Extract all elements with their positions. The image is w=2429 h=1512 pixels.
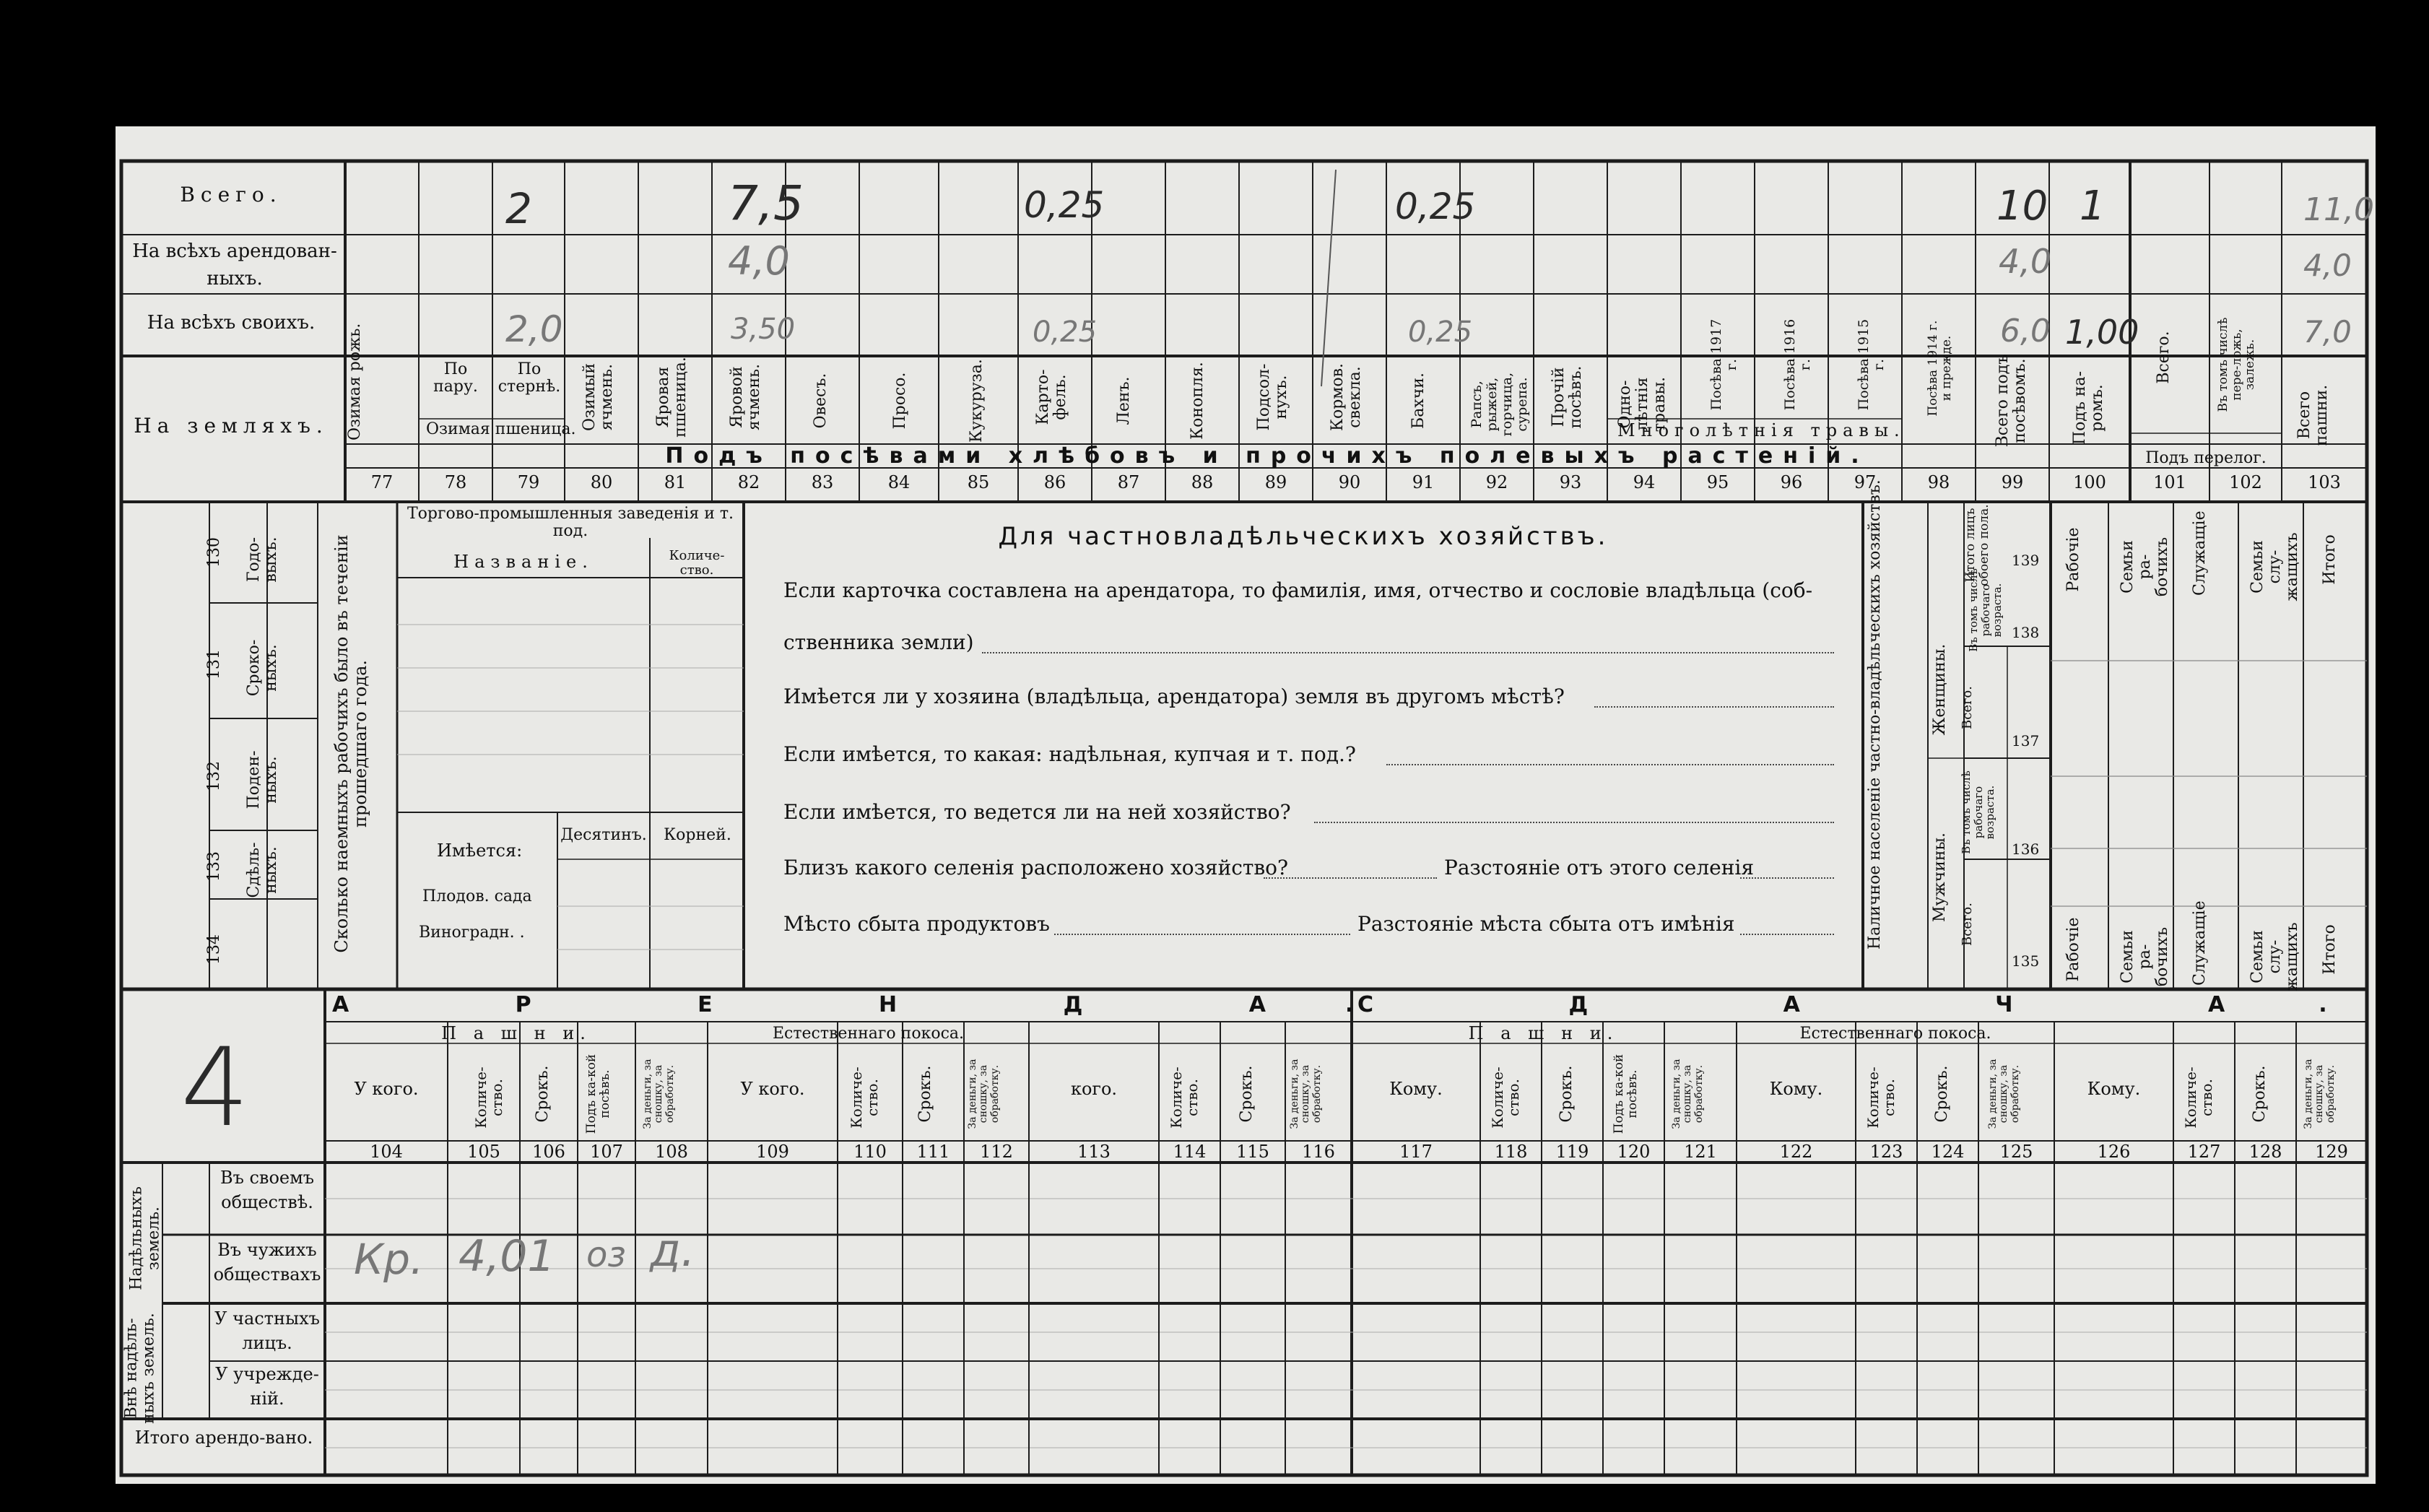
col-header-82: Яровой ячмень. [728,363,764,431]
hw-value: 7,5 [728,175,804,231]
pop-num: 138 [2012,624,2040,641]
col-header-94: Одно-лѣтнiя травы. [1616,376,1669,433]
col-number: 88 [1191,472,1214,492]
col-number: 84 [887,472,911,492]
pop-semi-rab-2: Семьи ра-бочихъ [2119,926,2172,987]
answer-line[interactable] [982,652,1834,653]
private-q4: Если имѣется, то ведется ли на ней хозяйство? [783,800,1291,824]
sdacha-kolvo: Количе-ство. [1489,1066,1522,1129]
private-q6a: Мѣсто сбыта продуктовъ [783,912,1050,936]
pop-rabochie: Рабочiе [2064,527,2082,592]
workers-num: 132 [205,761,223,791]
private-q1b: ственника земли) [783,630,974,654]
lease-pod-posev: Подъ ка-кой посѣвъ. [584,1053,612,1134]
sdacha-kolvo-2: Количе-ство. [1864,1066,1898,1129]
col-header-99: Всего подъ посѣвомъ. [1994,354,2030,448]
hw-value: 0,25 [1033,316,1098,349]
korney-header: Корней. [664,826,731,844]
answer-line[interactable] [1386,764,1834,765]
col-group-pod-posev: Подъ посѣвами хлѣбовъ и прочихъ полевыхъ растенiй. [665,443,1869,469]
col-number: 121 [1684,1142,1717,1162]
hw-value: 0,25 [1395,186,1476,227]
col-number: 77 [370,472,394,492]
col-number: 117 [1399,1142,1433,1162]
population-women: Женщины. [1931,643,1949,736]
answer-line[interactable] [1740,877,1834,879]
imeetsya-label: Имѣется: [437,840,523,861]
population-men-vtom: Въ томъ числѣ рабочаго возраста. [1960,770,1996,854]
col-number: 126 [2097,1142,2131,1162]
col-number: 85 [967,472,990,492]
workers-sdelnyh: Сдѣль-ныхъ. [245,842,281,898]
lease-nadel-label: Надѣльныхъ земель. [127,1186,163,1290]
pop-sluzhaschie-2: Служащiе [2191,900,2209,986]
hw-value: Кр. [354,1235,424,1284]
sdacha-komu-3: Кому. [2087,1079,2141,1099]
col-header-100: Подъ на-ромъ. [2071,370,2107,446]
col-header-102: Въ томъ числѣ пере-ложь, залежь. [2216,317,2258,412]
pop-semi-rab: Семьи ра-бочихъ [2119,536,2172,597]
col-number: 109 [756,1142,789,1162]
lease-pashni: П а ш н и. [441,1023,591,1043]
col-number: 123 [1869,1142,1903,1162]
col-header-89: Подсол-нухъ. [1255,363,1291,431]
private-q5b: Разстоянiе отъ этого селенiя [1444,856,1754,879]
workers-num: 134 [205,934,223,965]
col-number: 79 [517,472,540,492]
row-label-vsego: Всего. [180,183,282,207]
col-number: 92 [1485,472,1508,492]
lease-row-uchrezhd: У учрежде-нiй. [215,1364,319,1409]
col-group-mnogolet: Многолѣтнiя травы. [1617,420,1906,440]
hw-value: 4,0 [1999,242,2052,281]
col-header-90: Кормов. свекла. [1329,362,1365,432]
workers-num: 130 [205,537,223,568]
sdacha-pashni: П а ш н и. [1468,1023,1619,1043]
hw-value: 0,25 [1408,316,1473,349]
population-itogo: Итого лицъ обоего пола. [1963,504,1991,586]
col-number: 90 [1338,472,1361,492]
hw-value: 6,0 [2000,313,2051,349]
lease-itogo-label: Итого арендо-вано. [134,1428,313,1448]
hw-value: 1,00 [2065,313,2139,352]
sdacha-kolvo-3: Количе-ство. [2182,1066,2215,1129]
pop-itogo-2: Итого [2321,924,2339,975]
col-number: 98 [1927,472,1950,492]
answer-line[interactable] [1594,706,1834,708]
col-number: 81 [664,472,687,492]
col-number: 122 [1779,1142,1813,1162]
col-number: 124 [1931,1142,1965,1162]
col-number: 118 [1494,1142,1528,1162]
col-number: 113 [1077,1142,1111,1162]
col-number: 115 [1236,1142,1269,1162]
row-label-arend: На всѣхъ арендован-ныхъ. [132,240,337,290]
hw-value: 4,0 [728,238,790,284]
col-header-96: Посѣва 1916 г. [1782,318,1813,411]
private-q6b: Разстоянiе мѣста сбыта отъ имѣнiя [1357,912,1735,936]
col-number: 105 [467,1142,500,1162]
hw-value: 0,25 [1024,184,1105,226]
col-group-ozimaya: Озимая пшеница. [426,420,576,438]
lease-sdacha-title: С Д А Ч А. [1357,992,2421,1017]
col-number: 103 [2308,472,2341,492]
col-number: 127 [2187,1142,2221,1162]
pop-sluzhaschie: Служащiе [2191,510,2209,596]
col-header-92: Рапсъ, рыжей, горчица, сурепа. [1469,372,1530,437]
hw-value: 2,0 [505,308,563,350]
col-number: 78 [444,472,467,492]
col-header-84: Просо. [891,372,909,430]
population-men-vsego: Всего. [1960,903,1975,946]
lease-pokos: Естественнаго покоса. [772,1025,964,1043]
answer-line[interactable] [1054,934,1350,935]
sdacha-za-dengi-3: За деньги, за сношку, за обработку. [2303,1059,2337,1129]
col-number: 110 [853,1142,887,1162]
lease-kolvo-3: Количе-ство. [1168,1066,1201,1129]
sdacha-za-dengi-2: За деньги, за сношку, за обработку. [1987,1059,2021,1129]
col-header-81: Яровая пшеница. [654,357,690,438]
col-number: 108 [655,1142,688,1162]
col-number: 89 [1264,472,1287,492]
lease-u-kogo-2: У кого. [740,1079,805,1099]
sdacha-srok: Срокъ. [1557,1065,1576,1123]
private-title: Для частновладѣльческихъ хозяйствъ. [998,522,1609,551]
hw-value: 2 [505,184,532,233]
col-number: 94 [1633,472,1656,492]
col-number: 93 [1559,472,1582,492]
col-header-83: Овесъ. [812,373,830,429]
pop-semi-sluzh-2: Семьи слу-жащихъ [2248,922,2302,991]
lease-za-dengi-2: За деньги, за сношку, за обработку. [967,1059,1001,1129]
workers-godovyh: Годо-выхъ. [245,536,281,583]
col-number: 119 [1555,1142,1589,1162]
col-header-78: По пару. [433,360,478,396]
pop-num: 139 [2012,552,2040,569]
col-number: 101 [2153,472,2186,492]
col-header-88: Конопля. [1189,362,1207,440]
lease-srok: Срокъ. [534,1065,552,1123]
pop-num: 136 [2012,840,2040,858]
plodov-label: Плодов. сада [422,887,532,905]
col-header-101: Всего. [2155,331,2173,384]
lease-kogo: кого. [1070,1079,1118,1099]
trade-title: Торгово-промышленныя заведенiя и т. под. [407,505,734,541]
lease-vne-label: Внѣ надѣль-ныхъ земель. [122,1313,158,1424]
col-header-85: Кукуруза. [968,359,986,443]
col-number: 116 [1302,1142,1335,1162]
pop-itogo: Итого [2321,534,2339,585]
workers-podennyh: Поден-ныхъ. [245,750,281,809]
hw-value: 10 [1996,183,2048,230]
hw-value: д. [650,1224,695,1277]
lease-srok-3: Срокъ. [1238,1065,1256,1123]
answer-line[interactable] [1740,934,1834,935]
col-header-87: Ленъ. [1115,376,1133,425]
col-number: 104 [370,1142,403,1162]
col-number: 80 [590,472,613,492]
sdacha-pokos: Естественнаго покоса. [1799,1025,1991,1043]
lease-row-chastnyh: У частныхъ лицъ. [214,1308,320,1353]
hw-value: 4,01 [459,1231,555,1282]
lease-row-svoem: Въ своемъ обществѣ. [220,1168,315,1212]
col-header-98: Посѣва 1914 г. и прежде. [1926,320,1954,417]
workers-caption: Сколько наемныхъ рабочихъ было въ теченiи прошедшаго года. [331,534,371,953]
col-number: 125 [1999,1142,2033,1162]
vinograd-label: Виноградн. . [419,924,525,942]
col-number: 120 [1617,1142,1651,1162]
row-label-svoih: На всѣхъ своихъ. [147,312,316,334]
sdacha-komu-2: Кому. [1769,1079,1823,1099]
col-number: 83 [811,472,834,492]
col-number: 129 [2315,1142,2348,1162]
col-number: 95 [1706,472,1729,492]
census-card [116,126,2421,1484]
pop-num: 135 [2012,952,2040,970]
population-men: Мужчины. [1931,832,1949,923]
sdacha-srok-2: Срокъ. [1933,1065,1951,1123]
col-header-77: Озимая рожь. [346,323,364,440]
col-number: 114 [1173,1142,1207,1162]
col-header-91: Бахчи. [1409,373,1428,429]
pop-semi-sluzh: Семьи слу-жащихъ [2248,532,2302,601]
private-q1a: Если карточка составлена на арендатора, то фамилiя, имя, отчество и сословiе владѣльца (соб- [783,578,1813,602]
col-number: 112 [980,1142,1013,1162]
col-number: 96 [1780,472,1803,492]
col-header-103: Всего пашни. [2295,384,2332,446]
hw-value: 11,0 [2303,191,2374,228]
population-caption: Наличное населенiе частно-владѣльческихъ хозяйствъ. [1866,479,1884,950]
col-header-95: Посѣва 1917 г. [1708,318,1739,411]
col-number: 99 [2001,472,2024,492]
col-number: 82 [737,472,760,492]
lease-za-dengi-3: За деньги, за сношку, за обработку. [1289,1059,1323,1129]
lease-arenda-title: А Р Е Н Д А. [332,992,1433,1017]
col-number: 86 [1043,472,1066,492]
hw-value: 3,50 [731,313,796,346]
workers-srochnyh: Сроко-ныхъ. [245,639,281,697]
col-header-79: По стернѣ. [497,360,561,396]
sdacha-za-dengi: За деньги, за сношку, за обработку. [1671,1059,1705,1129]
sdacha-srok-3: Срокъ. [2251,1065,2269,1123]
col-number: 100 [2073,472,2106,492]
pop-rabochie-2: Рабочiе [2064,917,2082,982]
private-q5a: Близъ какого селенiя расположено хозяйство? [783,856,1289,879]
pop-num: 137 [2012,732,2040,750]
workers-num: 131 [205,649,223,679]
col-header-80: Озимый ячмень. [581,363,617,431]
lease-kolvo-2: Количе-ство. [848,1066,881,1129]
trade-name-header: Названiе. [453,552,594,572]
col-number: 97 [1854,472,1877,492]
col-header-86: Карто-фель. [1034,369,1070,425]
hw-value: оз [586,1235,626,1275]
population-women-vsego: Всего. [1960,686,1975,729]
answer-line[interactable] [1264,877,1437,879]
answer-line[interactable] [1314,822,1834,823]
desyatin-header: Десятинъ. [560,826,647,844]
col-group-perelog: Подъ перелог. [2145,449,2267,467]
col-header-93: Прочiй посѣвъ. [1550,365,1586,429]
lease-row-chuzhih: Въ чужихъ обществахъ [213,1240,321,1285]
col-number: 102 [2229,472,2262,492]
lease-u-kogo: У кого. [354,1079,419,1099]
col-number: 128 [2248,1142,2282,1162]
trade-qty-header: Количе-ство. [669,548,725,578]
lease-za-dengi: За деньги, за сношку, за обработку. [642,1059,676,1129]
population-women-vtom: Въ томъ числѣ рабочаго возраста. [1967,568,2004,652]
lease-srok-2: Срокъ. [916,1065,934,1123]
sdacha-komu: Кому. [1389,1079,1443,1099]
col-number: 107 [590,1142,623,1162]
col-number: 87 [1117,472,1140,492]
lease-kolvo: Количе-ство. [472,1066,505,1129]
sdacha-pod-posev: Подъ ка-кой посѣвъ. [1612,1053,1640,1134]
col-number: 106 [532,1142,565,1162]
hw-value: 4,0 [2303,248,2352,283]
hw-value: 1 [2080,183,2106,230]
private-q2: Имѣется ли у хозяина (владѣльца, арендатора) земля въ другомъ мѣстѣ? [783,685,1565,708]
workers-num: 133 [205,851,223,882]
hw-value: 7,0 [2303,314,2352,349]
col-number: 91 [1412,472,1435,492]
col-header-97: Посѣва 1915 г. [1856,318,1887,411]
hw-big-4: 4 [181,1025,250,1151]
row-label-na-zemlyah: На земляхъ. [134,414,329,438]
private-q3: Если имѣется, то какая: надѣльная, купчая и т. под.? [783,742,1356,766]
col-number: 111 [916,1142,950,1162]
